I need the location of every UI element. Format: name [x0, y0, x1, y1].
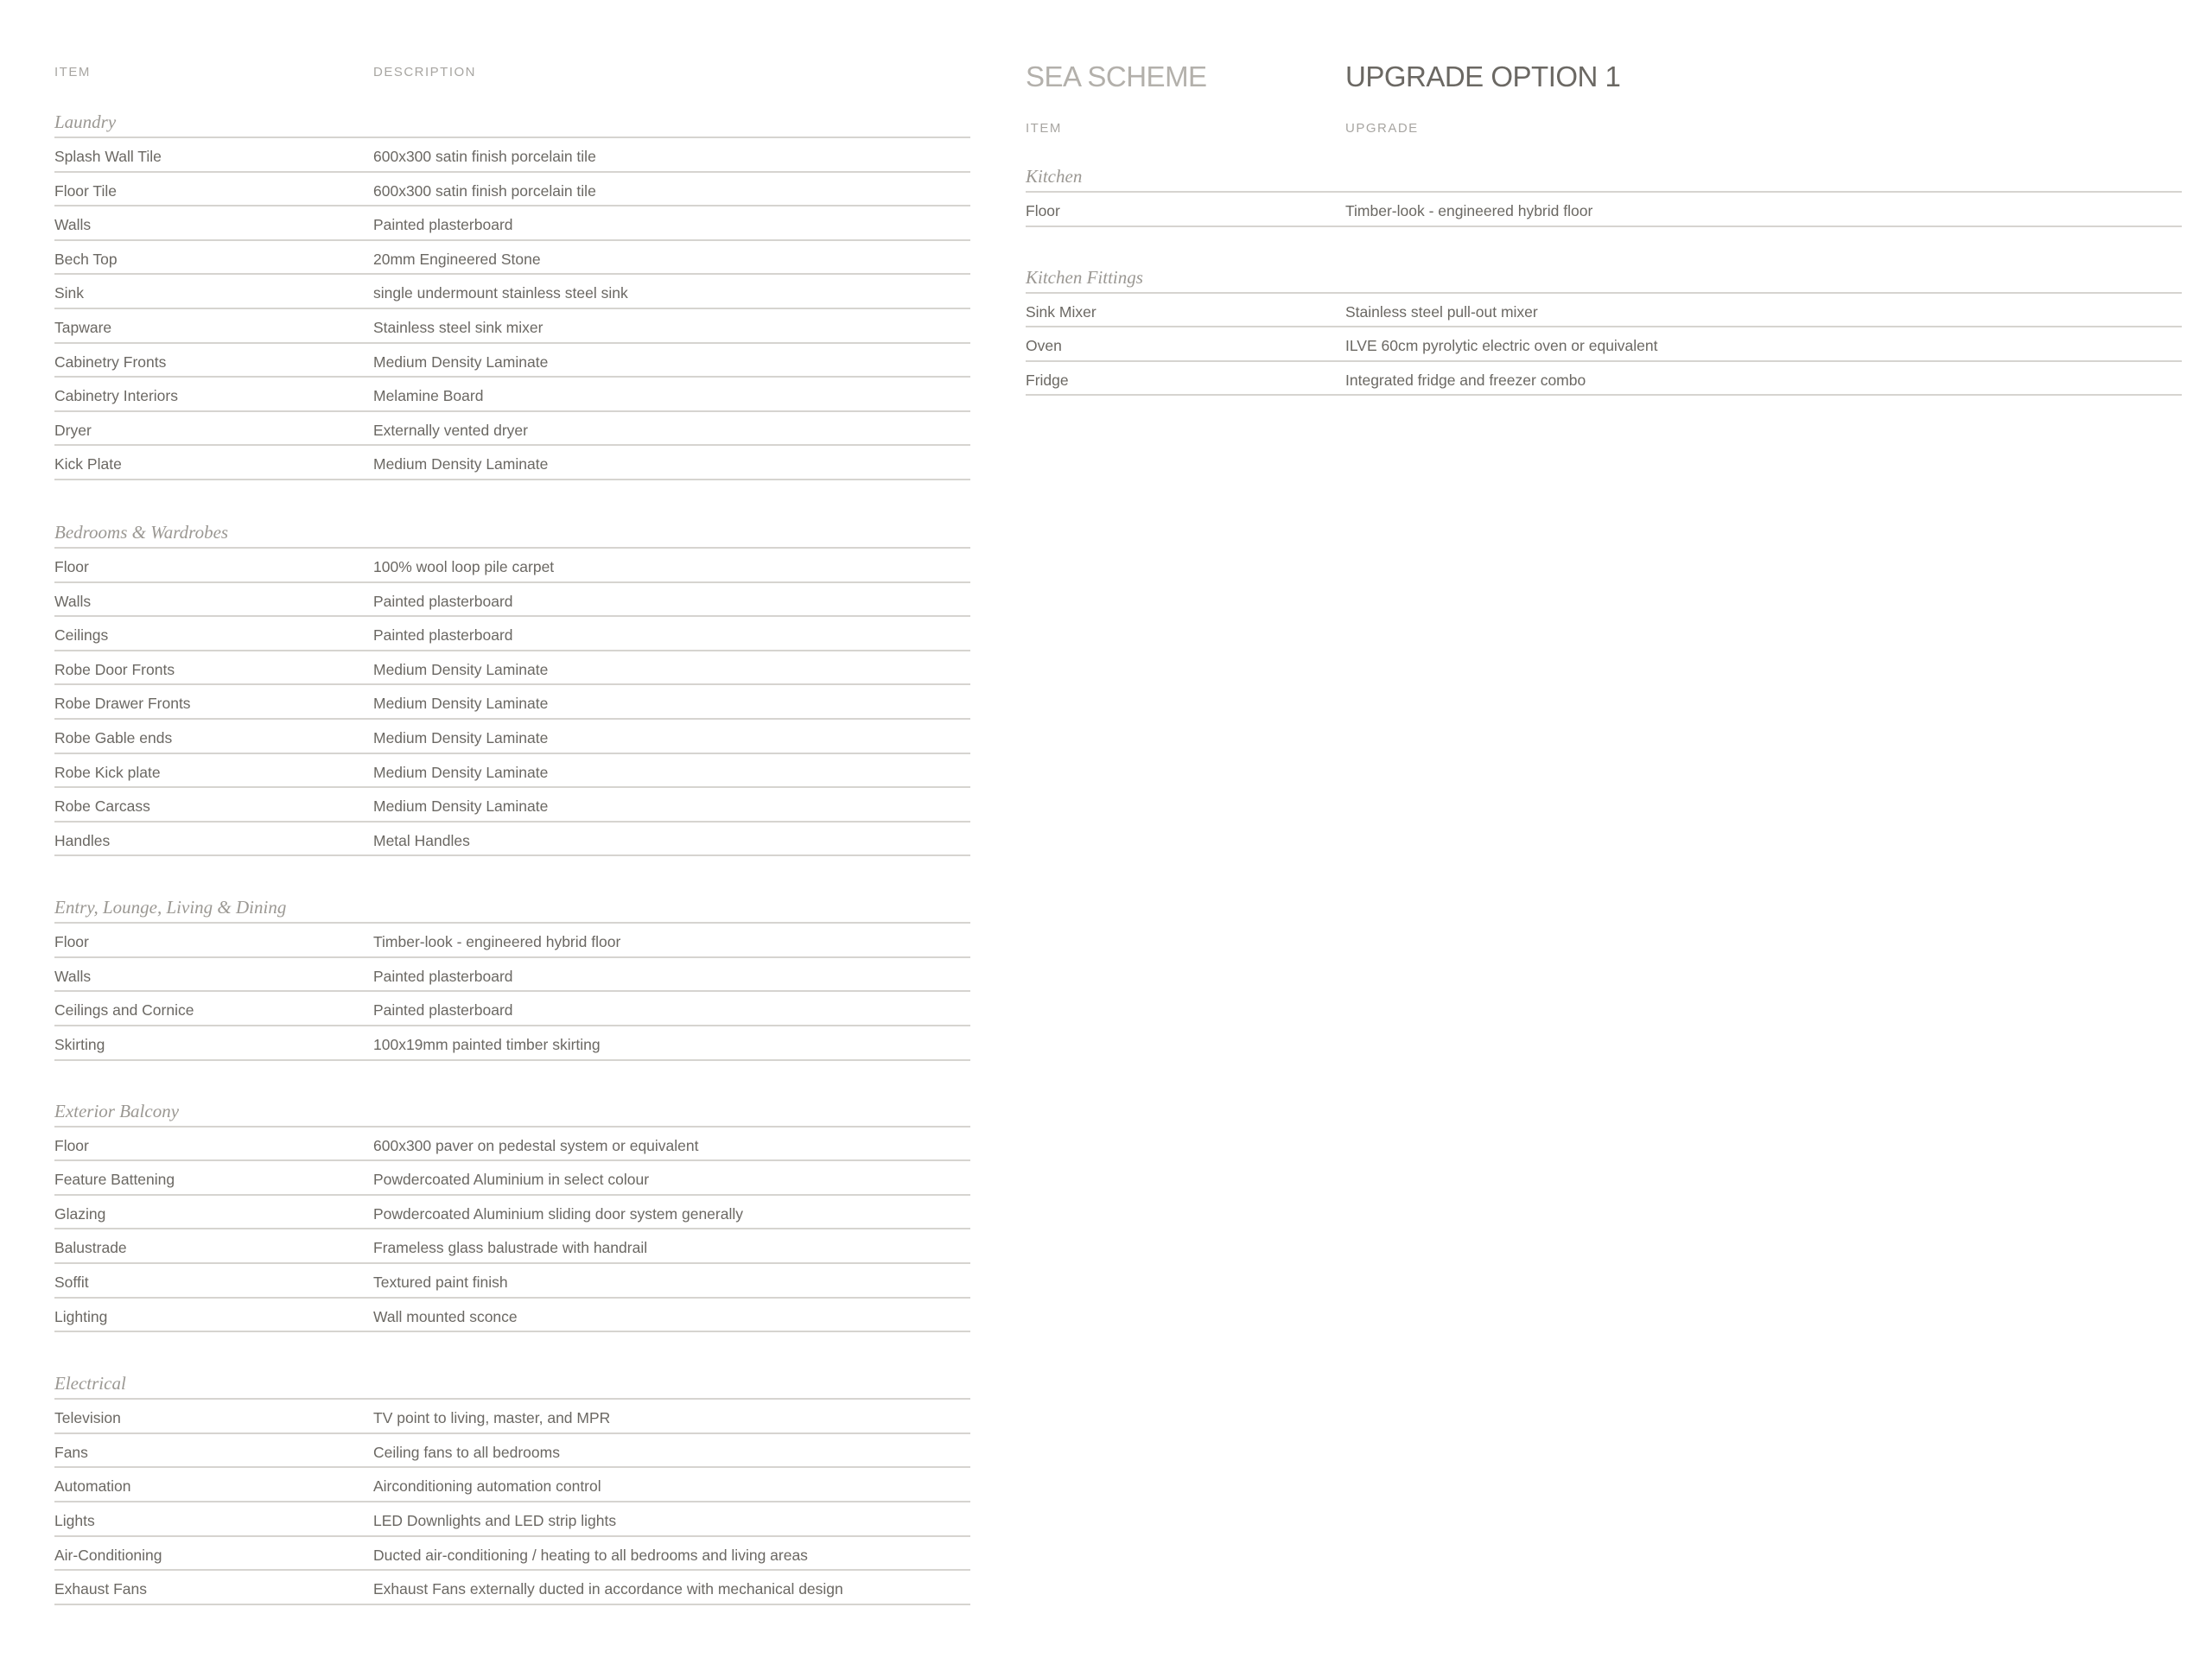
- table-row: [54, 1537, 970, 1572]
- left-sections: [54, 106, 970, 1605]
- item-label: Glazing: [54, 1204, 106, 1223]
- column-headers: [54, 65, 970, 82]
- item-description: Metal Handles: [373, 831, 470, 849]
- item-description: Frameless glass balustrade with handrail: [373, 1239, 648, 1257]
- scheme-heading: [1026, 60, 2182, 98]
- table-row: [54, 1161, 970, 1196]
- item-description: 600x300 satin finish porcelain tile: [373, 148, 596, 165]
- table-row: [54, 1299, 970, 1333]
- upgrade-option-title: UPGRADE OPTION 1: [1345, 60, 1621, 92]
- item-description: 100x19mm painted timber skirting: [373, 1036, 601, 1054]
- item-label: Bech Top: [54, 250, 118, 268]
- table-row: [54, 1400, 970, 1434]
- section-title: Entry, Lounge, Living & Dining: [54, 892, 970, 924]
- item-description: Textured paint finish: [373, 1274, 508, 1292]
- item-description: Powdercoated Aluminium sliding door system generally: [373, 1204, 743, 1223]
- item-description: ILVE 60cm pyrolytic electric oven or equivalent: [1345, 337, 1658, 355]
- item-description: LED Downlights and LED strip lights: [373, 1512, 617, 1529]
- item-label: Lights: [54, 1512, 95, 1529]
- item-label: Automation: [54, 1477, 131, 1496]
- spec-section: [54, 1096, 970, 1333]
- item-label: Splash Wall Tile: [54, 148, 162, 165]
- section-title: Kitchen: [1026, 161, 2182, 193]
- description-header: DESCRIPTION: [373, 65, 477, 79]
- item-label: Robe Door Fronts: [54, 660, 175, 678]
- item-description: Integrated fridge and freezer combo: [1345, 371, 1586, 389]
- table-row: [1026, 193, 2182, 227]
- item-description: 20mm Engineered Stone: [373, 250, 541, 268]
- item-description: Medium Density Laminate: [373, 695, 549, 713]
- item-description: Ducted air-conditioning / heating to all bedrooms and living areas: [373, 1546, 808, 1564]
- table-row: [54, 206, 970, 241]
- upgrade-header: UPGRADE: [1345, 121, 1419, 136]
- spec-section: [1026, 262, 2182, 397]
- item-label: Dryer: [54, 421, 92, 439]
- item-description: Medium Density Laminate: [373, 353, 549, 371]
- item-label: Balustrade: [54, 1239, 127, 1257]
- item-description: 600x300 satin finish porcelain tile: [373, 181, 596, 200]
- table-row: [54, 378, 970, 412]
- table-row: [54, 241, 970, 276]
- item-description: Timber-look - engineered hybrid floor: [1345, 202, 1593, 219]
- table-row: [54, 788, 970, 823]
- item-label: Floor: [54, 933, 89, 951]
- table-row: [54, 1264, 970, 1299]
- upgrade-column: [1026, 0, 2182, 396]
- table-row: [54, 309, 970, 344]
- table-row: [54, 344, 970, 378]
- item-description: 600x300 paver on pedestal system or equivalent: [373, 1136, 699, 1154]
- item-label: Tapware: [54, 318, 112, 336]
- spec-section: [1026, 161, 2182, 227]
- table-row: [54, 138, 970, 173]
- table-row: [54, 412, 970, 447]
- table-row: [54, 1196, 970, 1230]
- item-label: Cabinetry Fronts: [54, 353, 167, 371]
- item-label: Floor: [54, 1136, 89, 1154]
- item-label: Exhaust Fans: [54, 1580, 147, 1598]
- item-label: Sink: [54, 284, 85, 302]
- item-description: Wall mounted sconce: [373, 1307, 518, 1325]
- item-label: Floor Tile: [54, 181, 117, 200]
- item-label: Ceilings: [54, 626, 109, 645]
- table-row: [54, 1468, 970, 1502]
- item-label: Air-Conditioning: [54, 1546, 162, 1564]
- table-row: [54, 1128, 970, 1162]
- item-label: Television: [54, 1409, 121, 1427]
- spec-section: [54, 1368, 970, 1605]
- item-label: Robe Gable ends: [54, 728, 173, 746]
- section-title: Exterior Balcony: [54, 1096, 970, 1128]
- table-row: [54, 754, 970, 789]
- item-label: Feature Battening: [54, 1171, 175, 1189]
- item-label: Robe Carcass: [54, 797, 150, 816]
- table-row: [54, 549, 970, 583]
- column-headers: [1026, 121, 2182, 138]
- right-sections: [1026, 161, 2182, 396]
- table-row: [54, 173, 970, 207]
- item-description: Medium Density Laminate: [373, 455, 549, 473]
- section-title: Kitchen Fittings: [1026, 262, 2182, 294]
- item-description: Medium Density Laminate: [373, 797, 549, 816]
- table-row: [54, 685, 970, 720]
- item-label: Walls: [54, 216, 92, 234]
- item-description: Medium Density Laminate: [373, 763, 549, 781]
- item-description: Medium Density Laminate: [373, 728, 549, 746]
- table-row: [54, 651, 970, 686]
- table-row: [54, 992, 970, 1026]
- item-description: Painted plasterboard: [373, 626, 513, 645]
- item-label: Floor: [54, 557, 89, 575]
- item-description: Externally vented dryer: [373, 421, 528, 439]
- item-label: Robe Kick plate: [54, 763, 161, 781]
- item-description: Painted plasterboard: [373, 592, 513, 610]
- item-label: Fridge: [1026, 371, 1069, 389]
- item-label: Oven: [1026, 337, 1062, 355]
- item-description: Exhaust Fans externally ducted in accordance with mechanical design: [373, 1580, 843, 1598]
- item-label: Walls: [54, 592, 92, 610]
- table-row: [54, 1229, 970, 1264]
- scheme-title: SEA SCHEME: [1026, 60, 1207, 92]
- table-row: [54, 1434, 970, 1469]
- item-label: Floor: [1026, 202, 1060, 219]
- item-label: Skirting: [54, 1036, 105, 1054]
- table-row: [54, 958, 970, 993]
- item-header: ITEM: [54, 65, 91, 79]
- item-description: Melamine Board: [373, 387, 484, 405]
- section-title: Laundry: [54, 106, 970, 138]
- item-label: Fans: [54, 1443, 88, 1461]
- item-label: Lighting: [54, 1307, 108, 1325]
- item-description: single undermount stainless steel sink: [373, 284, 628, 302]
- table-row: [1026, 294, 2182, 328]
- table-row: [54, 583, 970, 618]
- table-row: [54, 1571, 970, 1605]
- section-title: Electrical: [54, 1368, 970, 1400]
- item-description: Ceiling fans to all bedrooms: [373, 1443, 560, 1461]
- table-row: [54, 617, 970, 651]
- section-title: Bedrooms & Wardrobes: [54, 517, 970, 549]
- item-description: Medium Density Laminate: [373, 660, 549, 678]
- item-label: Cabinetry Interiors: [54, 387, 178, 405]
- table-row: [54, 823, 970, 857]
- item-description: Timber-look - engineered hybrid floor: [373, 933, 621, 951]
- spec-section: [54, 106, 970, 480]
- table-row: [54, 720, 970, 754]
- item-description: Airconditioning automation control: [373, 1477, 601, 1496]
- item-label: Ceilings and Cornice: [54, 1001, 194, 1020]
- item-description: Painted plasterboard: [373, 1001, 513, 1020]
- item-label: Walls: [54, 967, 92, 985]
- specifications-column: [54, 0, 970, 1605]
- table-row: [1026, 362, 2182, 397]
- item-header: ITEM: [1026, 121, 1062, 136]
- table-row: [54, 1026, 970, 1061]
- item-label: Sink Mixer: [1026, 302, 1096, 321]
- item-label: Handles: [54, 831, 111, 849]
- item-description: Painted plasterboard: [373, 967, 513, 985]
- table-row: [1026, 327, 2182, 362]
- item-description: TV point to living, master, and MPR: [373, 1409, 611, 1427]
- item-label: Kick Plate: [54, 455, 122, 473]
- table-row: [54, 1502, 970, 1537]
- item-description: Stainless steel pull-out mixer: [1345, 302, 1538, 321]
- spec-section: [54, 892, 970, 1060]
- spec-section: [54, 517, 970, 856]
- table-row: [54, 275, 970, 309]
- item-description: 100% wool loop pile carpet: [373, 557, 555, 575]
- item-label: Robe Drawer Fronts: [54, 695, 191, 713]
- item-label: Soffit: [54, 1274, 89, 1292]
- table-row: [54, 446, 970, 480]
- item-description: Powdercoated Aluminium in select colour: [373, 1171, 650, 1189]
- item-description: Painted plasterboard: [373, 216, 513, 234]
- item-description: Stainless steel sink mixer: [373, 318, 543, 336]
- table-row: [54, 924, 970, 958]
